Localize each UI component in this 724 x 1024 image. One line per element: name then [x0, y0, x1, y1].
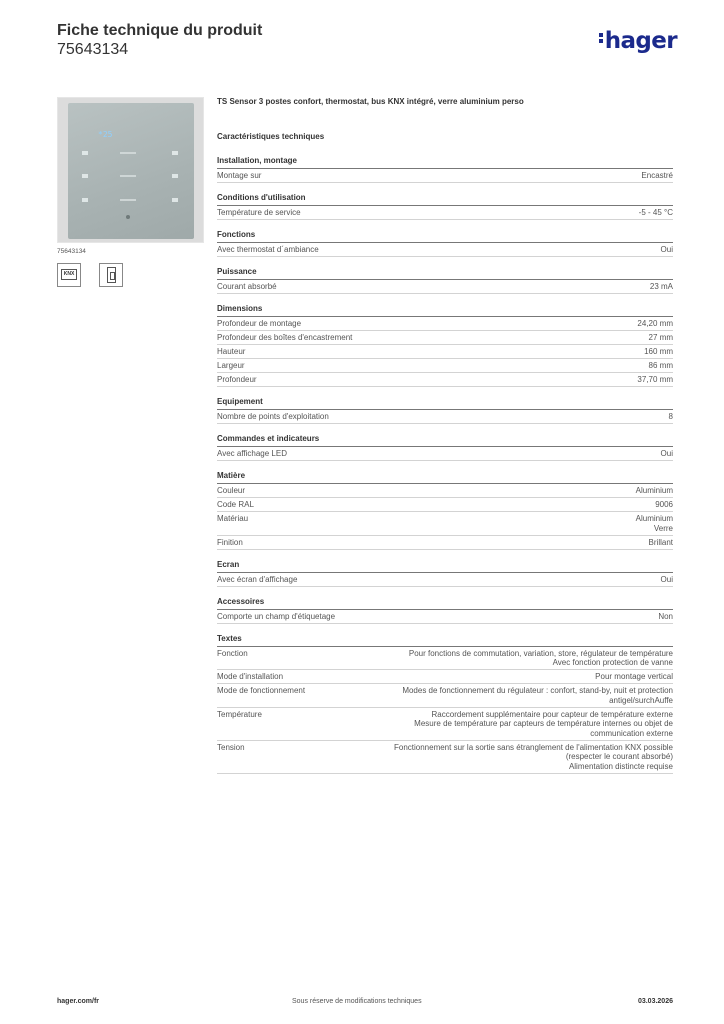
hager-logo[interactable] — [599, 28, 677, 54]
spec-label: Fonction — [217, 648, 248, 658]
spec-value-line: 37,70 mm — [637, 375, 673, 384]
spec-label: Température de service — [217, 208, 301, 217]
spec-label: Profondeur — [217, 375, 257, 384]
spec-value — [650, 282, 673, 292]
spec-value-line: Oui — [660, 245, 673, 254]
spec-value-line: 8 — [668, 412, 673, 421]
spec-label: Profondeur des boîtes d'encastrement — [217, 333, 353, 342]
section-title: Dimensions — [217, 304, 673, 317]
spec-value — [661, 575, 673, 585]
spec-label: Courant absorbé — [217, 282, 277, 291]
spec-label: Avec thermostat d´ambiance — [217, 245, 319, 254]
spec-label: Mode de fonctionnement — [217, 686, 306, 695]
spec-label: Montage sur — [217, 171, 262, 180]
spec-row — [217, 169, 673, 183]
flush-mount-icon — [99, 263, 123, 287]
spec-value — [409, 649, 673, 668]
spec-label: Mode d'installation — [217, 672, 284, 681]
technical-characteristics-title: Caractéristiques techniques — [217, 132, 325, 141]
spec-section — [217, 634, 673, 774]
spec-value — [649, 538, 673, 548]
button-row — [82, 174, 182, 182]
spec-value — [636, 514, 673, 533]
feature-icons — [57, 263, 207, 289]
section-title: Ecran — [217, 560, 673, 573]
knx-icon — [57, 263, 81, 287]
spec-value-line: Avec fonction protection de vanne — [552, 658, 673, 667]
spec-row — [217, 373, 673, 387]
spec-value — [644, 347, 673, 357]
section-title: Fonctions — [217, 230, 673, 243]
spec-label: Avec écran d'affichage — [217, 574, 298, 584]
spec-value — [595, 672, 673, 682]
section-title: Installation, montage — [217, 156, 673, 169]
spec-value — [637, 319, 673, 329]
section-title: Matière — [217, 471, 673, 484]
page-footer — [57, 998, 673, 1008]
section-title: Equipement — [217, 397, 673, 410]
spec-value-line: Fonctionnement sur la sortie sans étranglement de l'alimentation KNX possible (respecter le courant absorbé) — [393, 742, 673, 761]
sensor-plate — [68, 103, 194, 239]
spec-value — [383, 686, 673, 705]
spec-value — [637, 375, 673, 385]
spec-section — [217, 397, 673, 424]
spec-value-line: 86 mm — [648, 361, 673, 370]
spec-sections — [217, 156, 673, 774]
spec-row — [217, 670, 673, 684]
spec-value-line: Raccordement supplémentaire pour capteur de température externe — [431, 709, 673, 719]
image-caption: 75643134 — [57, 248, 86, 255]
spec-label: Nombre de points d'exploitation — [217, 412, 329, 421]
spec-row — [217, 512, 673, 536]
page-header — [57, 22, 677, 62]
spec-row — [217, 206, 673, 220]
logo-text: hager — [604, 28, 677, 54]
spec-row — [217, 573, 673, 587]
spec-label: Avec affichage LED — [217, 449, 287, 458]
product-image — [57, 97, 204, 243]
spec-value-line: Aluminium — [635, 514, 673, 523]
spec-row — [217, 536, 673, 550]
spec-value-line: Modes de fonctionnement du régulateur : confort, stand-by, nuit et protection antigel/surchAuffe — [402, 686, 673, 705]
spec-value-line: 24,20 mm — [637, 319, 673, 328]
section-title: Conditions d'utilisation — [217, 193, 673, 206]
spec-label: Couleur — [217, 486, 246, 495]
spec-value-line: Alimentation distincte requise — [568, 761, 673, 771]
spec-label: Hauteur — [217, 347, 246, 356]
spec-value-line: Mesure de température par capteurs de température internes ou objet de communication externe — [414, 719, 673, 738]
section-title: Commandes et indicateurs — [217, 434, 673, 447]
spec-value-line: -5 - 45 °C — [638, 208, 673, 217]
footer-date: 03.03.2026 — [637, 998, 673, 1005]
spec-label: Tension — [217, 742, 245, 752]
spec-value-line: 27 mm — [648, 333, 673, 342]
spec-label: Finition — [217, 537, 243, 547]
footer-website-link[interactable]: hager.com/fr — [57, 998, 100, 1005]
spec-row — [217, 345, 673, 359]
spec-label: Profondeur de montage — [217, 319, 302, 328]
display-readout: *25 — [98, 130, 113, 139]
spec-value — [655, 500, 673, 510]
knx-label: KNX — [61, 269, 77, 280]
button-row — [82, 198, 182, 206]
spec-row — [217, 331, 673, 345]
spec-label: Température — [217, 709, 262, 719]
status-led — [126, 215, 130, 219]
spec-row — [217, 447, 673, 461]
spec-value — [661, 245, 673, 255]
spec-value-line: 23 mA — [649, 282, 673, 291]
footer-disclaimer: Sous réserve de modifications techniques — [292, 998, 422, 1005]
spec-value-line: Non — [658, 611, 673, 621]
product-image-column — [57, 97, 207, 289]
spec-value — [639, 208, 673, 218]
spec-row — [217, 243, 673, 257]
spec-value — [658, 612, 673, 622]
spec-section — [217, 560, 673, 587]
spec-row — [217, 280, 673, 294]
spec-value — [383, 710, 673, 739]
spec-label: Largeur — [217, 361, 245, 370]
spec-value-line: 160 mm — [644, 347, 673, 356]
spec-value-line: Brillant — [648, 537, 673, 547]
spec-section — [217, 193, 673, 220]
section-title: Accessoires — [217, 597, 673, 610]
spec-label: Matériau — [217, 514, 249, 523]
spec-row — [217, 410, 673, 424]
spec-value — [661, 449, 673, 459]
document-title: Fiche technique du produit — [57, 22, 263, 39]
spec-row — [217, 317, 673, 331]
spec-row — [217, 741, 673, 774]
spec-value-line: 9006 — [655, 500, 673, 509]
spec-section — [217, 230, 673, 257]
spec-value — [636, 486, 673, 496]
logo-dots-icon — [599, 31, 604, 45]
spec-value — [649, 333, 673, 343]
spec-section — [217, 434, 673, 461]
spec-value-line: Oui — [660, 574, 673, 584]
spec-row — [217, 359, 673, 373]
spec-value — [383, 743, 673, 772]
spec-value-line: Oui — [660, 449, 673, 458]
section-title: Textes — [217, 634, 673, 647]
spec-section — [217, 304, 673, 387]
product-reference: 75643134 — [57, 41, 129, 58]
spec-value — [641, 171, 673, 181]
specifications — [217, 97, 673, 774]
spec-row — [217, 610, 673, 624]
spec-row — [217, 484, 673, 498]
spec-section — [217, 156, 673, 183]
spec-row — [217, 498, 673, 512]
spec-label: Code RAL — [217, 500, 254, 509]
spec-value-line: Pour fonctions de commutation, variation, store, régulateur de température — [408, 648, 673, 658]
spec-value-line: Encastré — [641, 171, 673, 180]
spec-section — [217, 267, 673, 294]
spec-value — [669, 412, 673, 422]
product-description: TS Sensor 3 postes confort, thermostat, bus KNX intégré, verre aluminium perso — [217, 97, 524, 106]
spec-section — [217, 597, 673, 624]
spec-row — [217, 708, 673, 741]
spec-value-line: Verre — [653, 523, 673, 533]
section-title: Puissance — [217, 267, 673, 280]
spec-row — [217, 684, 673, 708]
spec-row — [217, 647, 673, 671]
spec-value-line: Pour montage vertical — [595, 672, 673, 681]
spec-value — [649, 361, 673, 371]
spec-label: Comporte un champ d'étiquetage — [217, 611, 336, 621]
spec-value-line: Aluminium — [635, 486, 673, 495]
spec-section — [217, 471, 673, 550]
button-row — [82, 151, 182, 159]
